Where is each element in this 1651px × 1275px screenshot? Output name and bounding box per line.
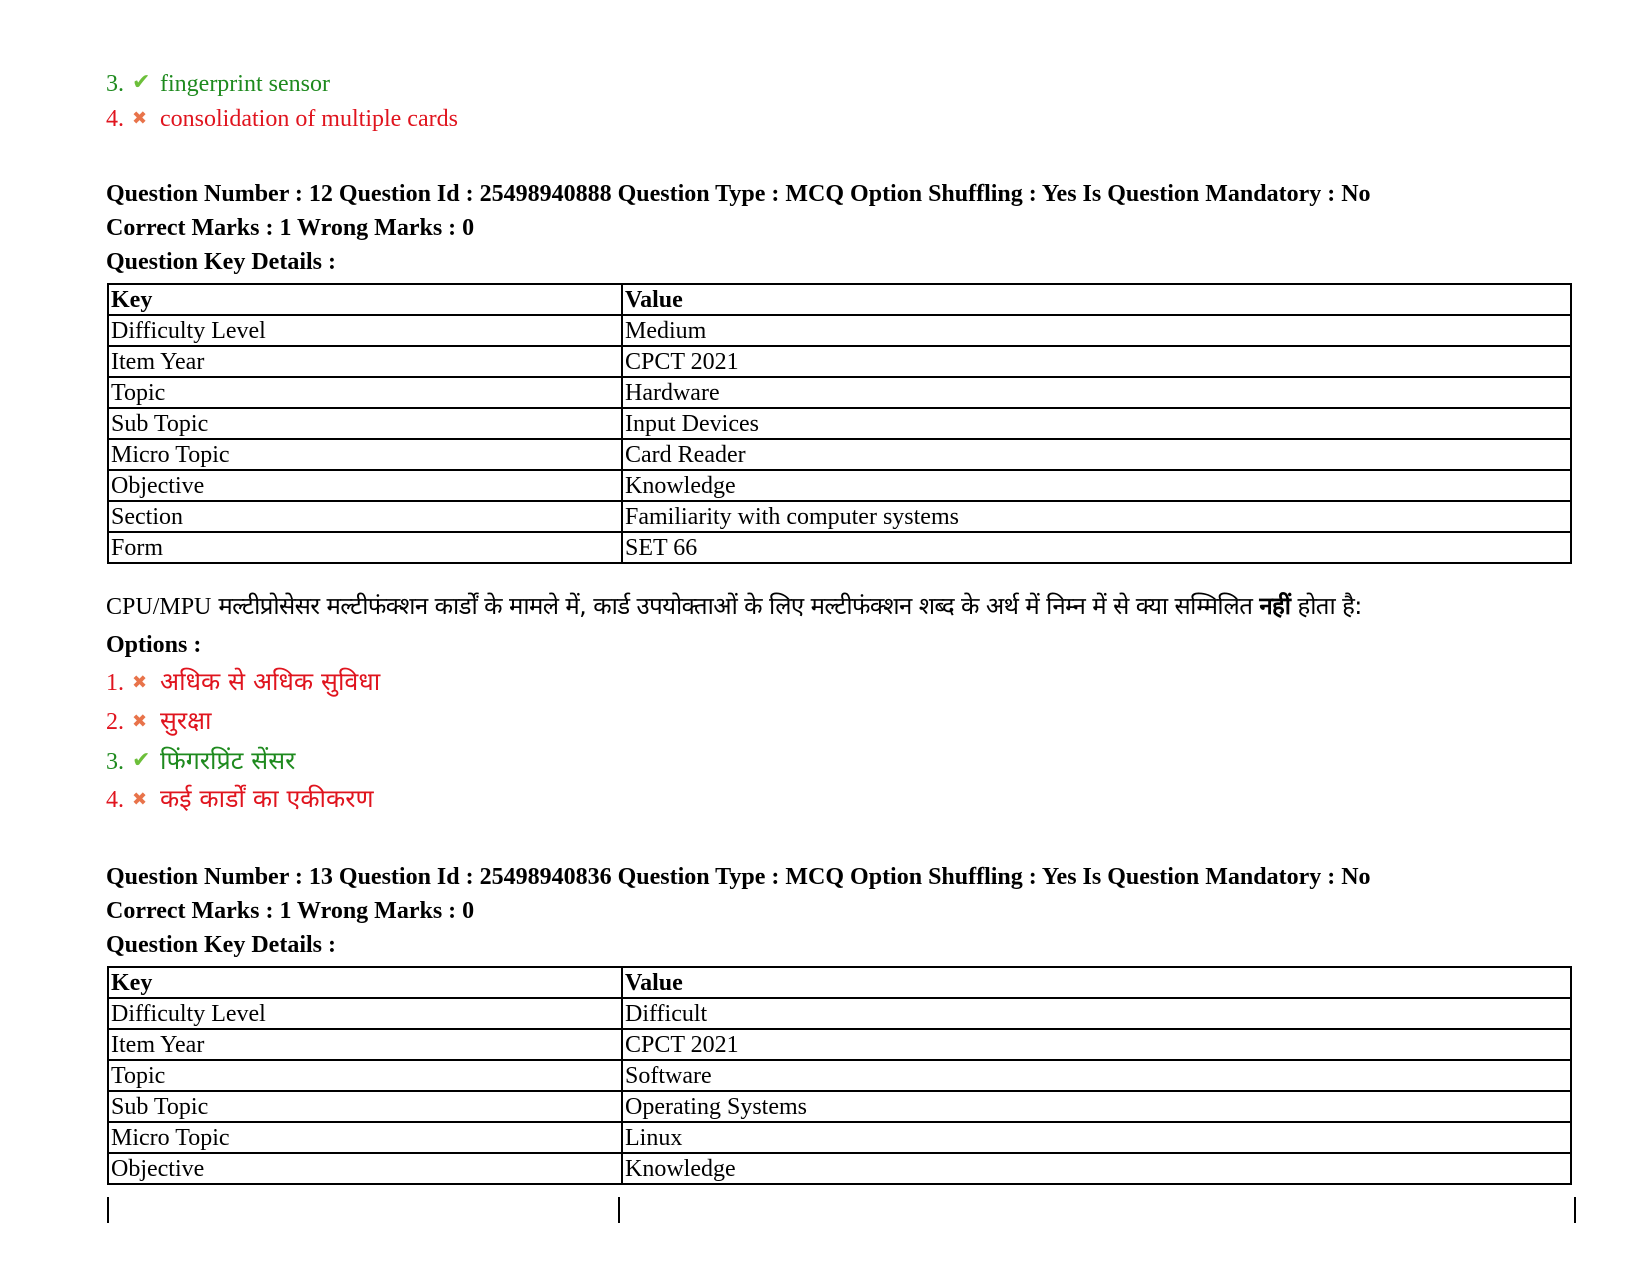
row-key: Sub Topic [108,408,622,439]
table-header-row [108,284,1571,315]
option-text: फिंगरप्रिंट सेंसर [160,746,296,775]
q12-header-line2: Correct Marks : 1 Wrong Marks : 0 [106,215,475,241]
table-row [108,501,1571,532]
prev-option-4 [106,104,458,133]
option-text: fingerprint sensor [160,71,330,97]
check-icon: ✔ [132,747,151,772]
table-row [108,532,1571,563]
option-number: 4. [106,787,124,813]
table-row [108,315,1571,346]
table-row [108,1029,1571,1060]
table-row [108,408,1571,439]
option-text: सुरक्षा [160,706,212,735]
q13-key-table [107,966,1572,1185]
table-header-key: Key [108,284,622,315]
q12-option-3 [106,746,295,776]
row-key: Sub Topic [108,1091,622,1122]
row-value: Software [622,1060,1571,1091]
table-row [108,1122,1571,1153]
q12-option-1 [106,668,380,697]
row-value: Familiarity with computer systems [622,501,1571,532]
row-key: Micro Topic [108,1122,622,1153]
row-key: Micro Topic [108,439,622,470]
q12-header-line1: Question Number : 12 Question Id : 25498940888 Question Type : MCQ Option Shuffling : Yes Is Question Mandatory : No [106,181,1371,207]
row-value: Medium [622,315,1571,346]
row-key: Topic [108,377,622,408]
q13-header-line1: Question Number : 13 Question Id : 25498940836 Question Type : MCQ Option Shuffling : Yes Is Question Mandatory : No [106,864,1371,890]
row-value: Card Reader [622,439,1571,470]
table-row [108,1060,1571,1091]
q12-options-label: Options : [106,632,202,658]
table-continuation [107,1197,1576,1223]
table-row [108,1091,1571,1122]
check-icon: ✔ [132,69,151,94]
option-number: 1. [106,670,124,696]
table-header-key: Key [108,967,622,998]
row-key: Item Year [108,1029,622,1060]
q12-option-2 [106,707,212,736]
cross-icon: ✖ [132,789,148,809]
table-row [108,439,1571,470]
q12-key-table [107,283,1572,564]
table-row [108,1153,1571,1184]
row-key: Section [108,501,622,532]
row-value: CPCT 2021 [622,1029,1571,1060]
row-key: Difficulty Level [108,315,622,346]
question-prefix: CPU/MPU [106,594,212,620]
row-value: Hardware [622,377,1571,408]
question-text-part2: होता है: [1290,592,1362,620]
row-value: CPCT 2021 [622,346,1571,377]
q12-header-line3: Question Key Details : [106,249,336,275]
option-number: 3. [106,749,124,775]
row-value: SET 66 [622,532,1571,563]
option-number: 3. [106,71,124,97]
option-text: कई कार्डों का एकीकरण [160,784,374,813]
table-header-value: Value [622,967,1571,998]
q12-option-4 [106,785,374,814]
table-row [108,346,1571,377]
table-row [108,998,1571,1029]
row-key: Topic [108,1060,622,1091]
row-key: Item Year [108,346,622,377]
table-header-row [108,967,1571,998]
question-text-bold: नहीं [1259,592,1291,620]
option-text: अधिक से अधिक सुविधा [160,667,381,696]
q12-question-text [106,590,1362,623]
cross-icon: ✖ [132,108,148,128]
cross-icon: ✖ [132,672,148,692]
option-number: 4. [106,106,124,132]
table-header-value: Value [622,284,1571,315]
row-value: Linux [622,1122,1571,1153]
option-number: 2. [106,709,124,735]
table-divider [618,1197,620,1223]
row-key: Form [108,532,622,563]
row-value: Input Devices [622,408,1571,439]
row-value: Difficult [622,998,1571,1029]
row-value: Knowledge [622,470,1571,501]
row-value: Knowledge [622,1153,1571,1184]
cross-icon: ✖ [132,711,148,731]
row-key: Objective [108,1153,622,1184]
question-text-part1: मल्टीप्रोसेसर मल्टीफंक्शन कार्डों के मामले में, कार्ड उपयोक्ताओं के लिए मल्टीफंक्शन शब्द के अर्थ में निम्न में से क्या सम्मिलित [211,592,1260,620]
table-row [108,377,1571,408]
row-key: Objective [108,470,622,501]
prev-option-3 [106,68,330,98]
row-value: Operating Systems [622,1091,1571,1122]
table-row [108,470,1571,501]
q13-header-line3: Question Key Details : [106,932,336,958]
q13-header-line2: Correct Marks : 1 Wrong Marks : 0 [106,898,475,924]
option-text: consolidation of multiple cards [160,106,458,132]
row-key: Difficulty Level [108,998,622,1029]
